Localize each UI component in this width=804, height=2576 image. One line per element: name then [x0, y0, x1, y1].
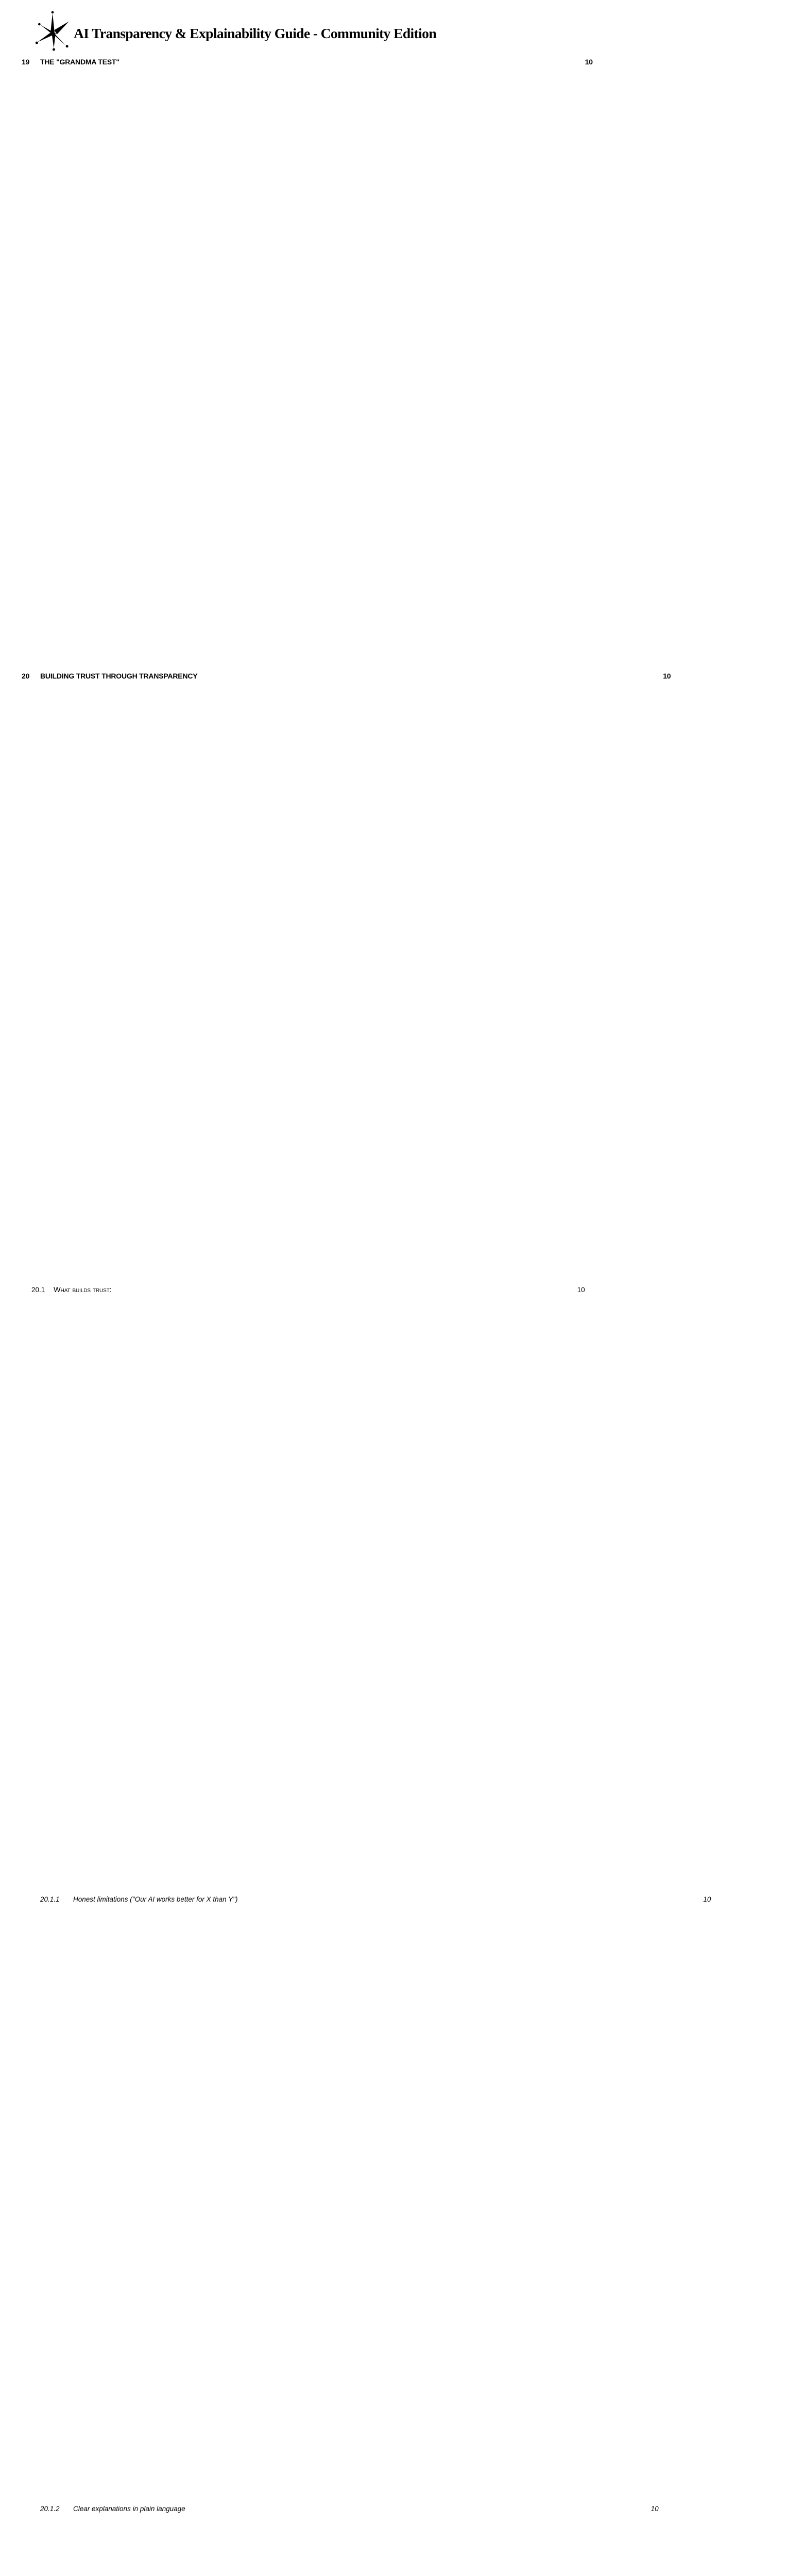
toc-entry-label: BUILDING TRUST THROUGH TRANSPARENCY: [40, 672, 198, 680]
toc-entry[interactable]: [22, 57, 593, 667]
toc-entry[interactable]: [22, 1285, 585, 1895]
starburst-logo: [33, 9, 72, 53]
toc-entry-number: 20.1.1: [40, 1895, 60, 1903]
toc-entry-page: 10: [241, 1895, 711, 2504]
toc-entry[interactable]: [22, 2504, 659, 2576]
toc-entry-page: 10: [115, 1285, 585, 1895]
toc-entry-number: 19: [22, 58, 30, 66]
toc-entry-label: Honest limitations ("Our AI works better for X than Y"): [73, 1895, 238, 1903]
toc-entry-label: Clear explanations in plain language: [73, 2505, 185, 2513]
toc-entry-number: 20: [22, 672, 30, 680]
table-of-contents: [22, 57, 711, 2576]
toc-entry-number: 20.1: [31, 1286, 45, 1294]
toc-entry-label: THE "GRANDMA TEST": [40, 58, 119, 66]
toc-entry-label: What builds trust:: [54, 1286, 112, 1294]
toc-entry[interactable]: [22, 671, 671, 1281]
toc-entry-page: 10: [189, 2504, 659, 2576]
document-title: AI Transparency & Explainability Guide - Community Edition: [74, 25, 437, 41]
toc-entry-page: 10: [200, 671, 671, 1281]
toc-entry-page: 10: [123, 57, 593, 667]
toc-entry-number: 20.1.2: [40, 2505, 60, 2513]
toc-entry[interactable]: [22, 1895, 711, 2504]
document-header: [0, 0, 470, 53]
